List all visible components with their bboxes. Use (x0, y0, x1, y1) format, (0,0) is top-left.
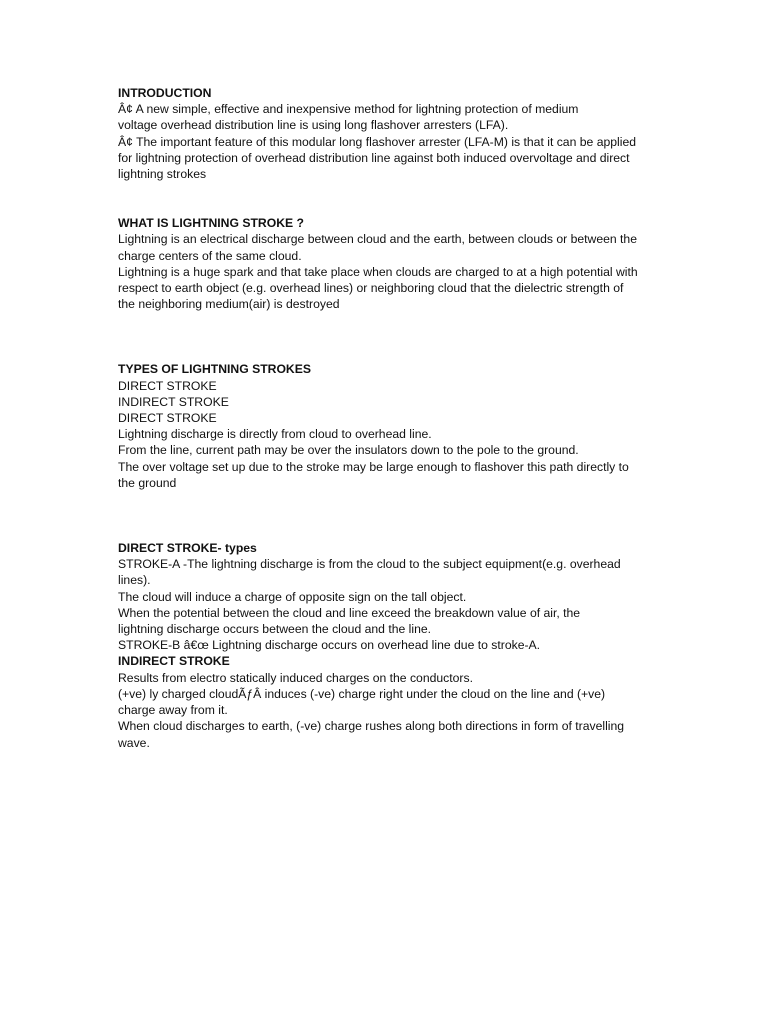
types-line: Lightning discharge is directly from cloud to overhead line. (118, 427, 432, 442)
introduction-line: lightning strokes (118, 167, 207, 182)
types-section (118, 361, 658, 491)
direct-stroke-types-heading: DIRECT STROKE- types (118, 541, 257, 556)
what-is-lightning-heading: WHAT IS LIGHTNING STROKE ? (118, 216, 304, 231)
indirect-stroke-line: (+ve) ly charged cloudÃƒÂ induces (-ve) charge right under the cloud on the line and (+ve) (118, 686, 606, 701)
what-is-lightning-section (118, 215, 658, 312)
types-line: DIRECT STROKE (118, 411, 217, 426)
direct-stroke-line: STROKE-A -The lightning discharge is from the cloud to the subject equipment(e.g. overhead (118, 557, 621, 572)
indirect-stroke-line: Results from electro statically induced charges on the conductors. (118, 670, 473, 685)
direct-stroke-types-section (118, 540, 658, 751)
types-line: the ground (118, 475, 177, 490)
direct-stroke-line: When the potential between the cloud and line exceed the breakdown value of air, the (118, 605, 581, 620)
document-page (118, 85, 658, 751)
introduction-line: Â¢ A new simple, effective and inexpensive method for lightning protection of medium (118, 102, 579, 117)
direct-stroke-line: lightning discharge occurs between the cloud and the line. (118, 622, 432, 637)
indirect-stroke-heading: INDIRECT STROKE (118, 654, 230, 669)
what-is-lightning-line: respect to earth object (e.g. overhead lines) or neighboring cloud that the dielectric strength of (118, 281, 624, 296)
indirect-stroke-line: charge away from it. (118, 703, 228, 718)
what-is-lightning-line: Lightning is a huge spark and that take place when clouds are charged to at a high potential with (118, 264, 638, 279)
indirect-stroke-line: When cloud discharges to earth, (-ve) charge rushes along both directions in form of travelling (118, 719, 625, 734)
introduction-line: voltage overhead distribution line is using long flashover arresters (LFA). (118, 118, 509, 133)
types-line: INDIRECT STROKE (118, 394, 229, 409)
types-heading: TYPES OF LIGHTNING STROKES (118, 362, 311, 377)
types-line: The over voltage set up due to the stroke may be large enough to flashover this path directly to (118, 459, 629, 474)
indirect-stroke-line: wave. (118, 735, 150, 750)
direct-stroke-line: lines). (118, 573, 151, 588)
introduction-heading: INTRODUCTION (118, 86, 212, 100)
what-is-lightning-line: Lightning is an electrical discharge between cloud and the earth, between clouds or between the (118, 232, 637, 247)
what-is-lightning-line: charge centers of the same cloud. (118, 248, 302, 263)
direct-stroke-line: STROKE-B â€œ Lightning discharge occurs on overhead line due to stroke-A. (118, 638, 541, 653)
types-line: DIRECT STROKE (118, 378, 217, 393)
types-line: From the line, current path may be over the insulators down to the pole to the ground. (118, 443, 579, 458)
direct-stroke-line: The cloud will induce a charge of opposite sign on the tall object. (118, 589, 467, 604)
introduction-line: Â¢ The important feature of this modular long flashover arrester (LFA-M) is that it can be applied (118, 134, 636, 149)
what-is-lightning-line: the neighboring medium(air) is destroyed (118, 297, 340, 312)
introduction-line: for lightning protection of overhead distribution line against both induced overvoltage and direct (118, 150, 630, 165)
introduction-section (118, 85, 658, 182)
